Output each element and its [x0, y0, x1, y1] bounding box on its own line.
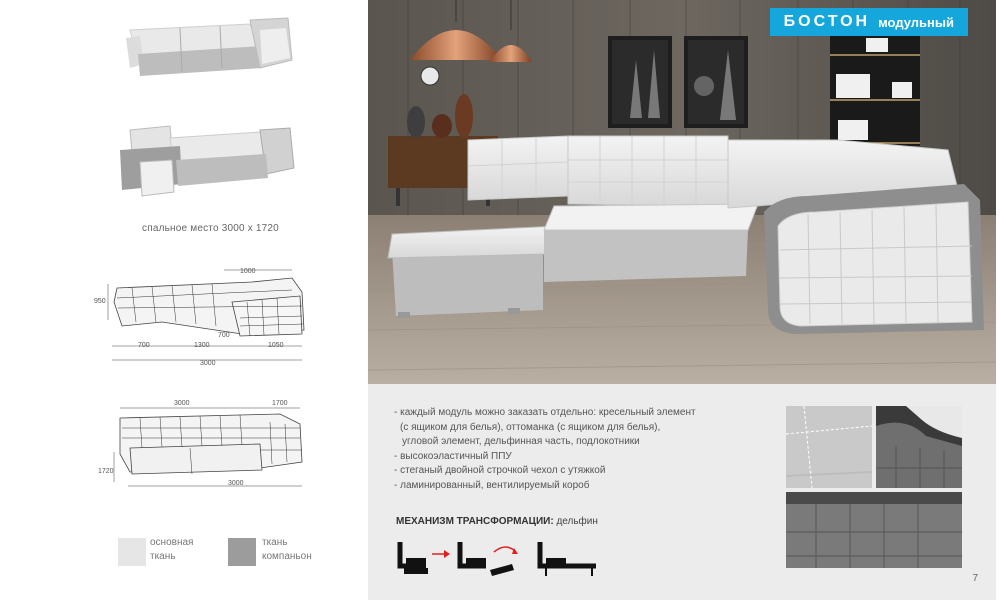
feature-line: - ламинированный, вентилируемый короб	[394, 479, 590, 491]
sleep-area-caption: спальное место 3000 х 1720	[142, 223, 279, 234]
mechanism-value: дельфин	[556, 516, 598, 527]
feature-line: - высокоэластичный ППУ	[394, 450, 512, 462]
fabric-detail-armrest	[876, 406, 962, 488]
armrest-closeup-image	[876, 406, 962, 488]
swatch-companion-label	[262, 536, 312, 564]
swatch-main-line1: основная	[150, 537, 194, 548]
swatch-companion-line1: ткань	[262, 537, 288, 548]
features-list	[394, 406, 774, 493]
sofa-render-folded	[110, 10, 300, 82]
dim-700-left: 700	[138, 342, 150, 349]
fabric-detail-stitch	[786, 406, 872, 488]
swatch-main-line2: ткань	[150, 551, 176, 562]
dim-width: 1000	[240, 268, 256, 275]
page-number: 7	[972, 573, 978, 584]
swatch-companion-fabric	[228, 538, 256, 566]
left-column	[0, 0, 368, 600]
feature-line: угловой элемент, дельфинная часть, подлокотники	[402, 436, 640, 447]
dim-height: 950	[94, 298, 106, 305]
mechanism-label: МЕХАНИЗМ ТРАНСФОРМАЦИИ:	[396, 516, 554, 527]
stitch-closeup-image	[786, 406, 872, 488]
dim-total-bottom: 3000	[228, 480, 244, 487]
mechanism-step-3-icon	[536, 538, 600, 578]
swatch-companion-line2: компаньон	[262, 551, 312, 562]
fabric-detail-quilt	[786, 492, 962, 568]
dimension-drawing-top	[92, 262, 307, 372]
dim-1050: 1050	[268, 342, 284, 349]
feature-line: - стеганый двойной строчкой чехол с утяжкой	[394, 465, 606, 476]
sofa-render-storage	[110, 118, 300, 200]
product-title-badge	[770, 8, 968, 36]
mechanism-step-1-icon	[396, 538, 452, 576]
mechanism-heading	[396, 516, 598, 527]
living-room-scene	[368, 0, 996, 384]
mechanism-step-2-icon	[456, 538, 520, 578]
product-photo	[368, 0, 996, 384]
product-title: БОСТОН	[783, 13, 871, 30]
feature-line: (с ящиком для белья), оттоманка (с ящиком для белья),	[400, 421, 661, 433]
swatch-main-label	[150, 536, 193, 564]
feature-line: - каждый модуль можно заказать отдельно: кресельный элемент	[394, 407, 696, 418]
dimension-drawing-bottom	[110, 402, 310, 494]
quilt-closeup-image	[786, 492, 962, 568]
dim-1300: 1300	[194, 342, 210, 349]
swatch-main-fabric	[118, 538, 146, 566]
product-subtitle: модульный	[878, 14, 954, 30]
info-panel	[368, 384, 996, 600]
dim-depth: 1720	[98, 468, 114, 475]
dim-total-top: 3000	[200, 360, 216, 367]
dim-700-right: 700	[218, 332, 230, 339]
dim-length-top: 3000	[174, 400, 190, 407]
dim-right-top: 1700	[272, 400, 288, 407]
